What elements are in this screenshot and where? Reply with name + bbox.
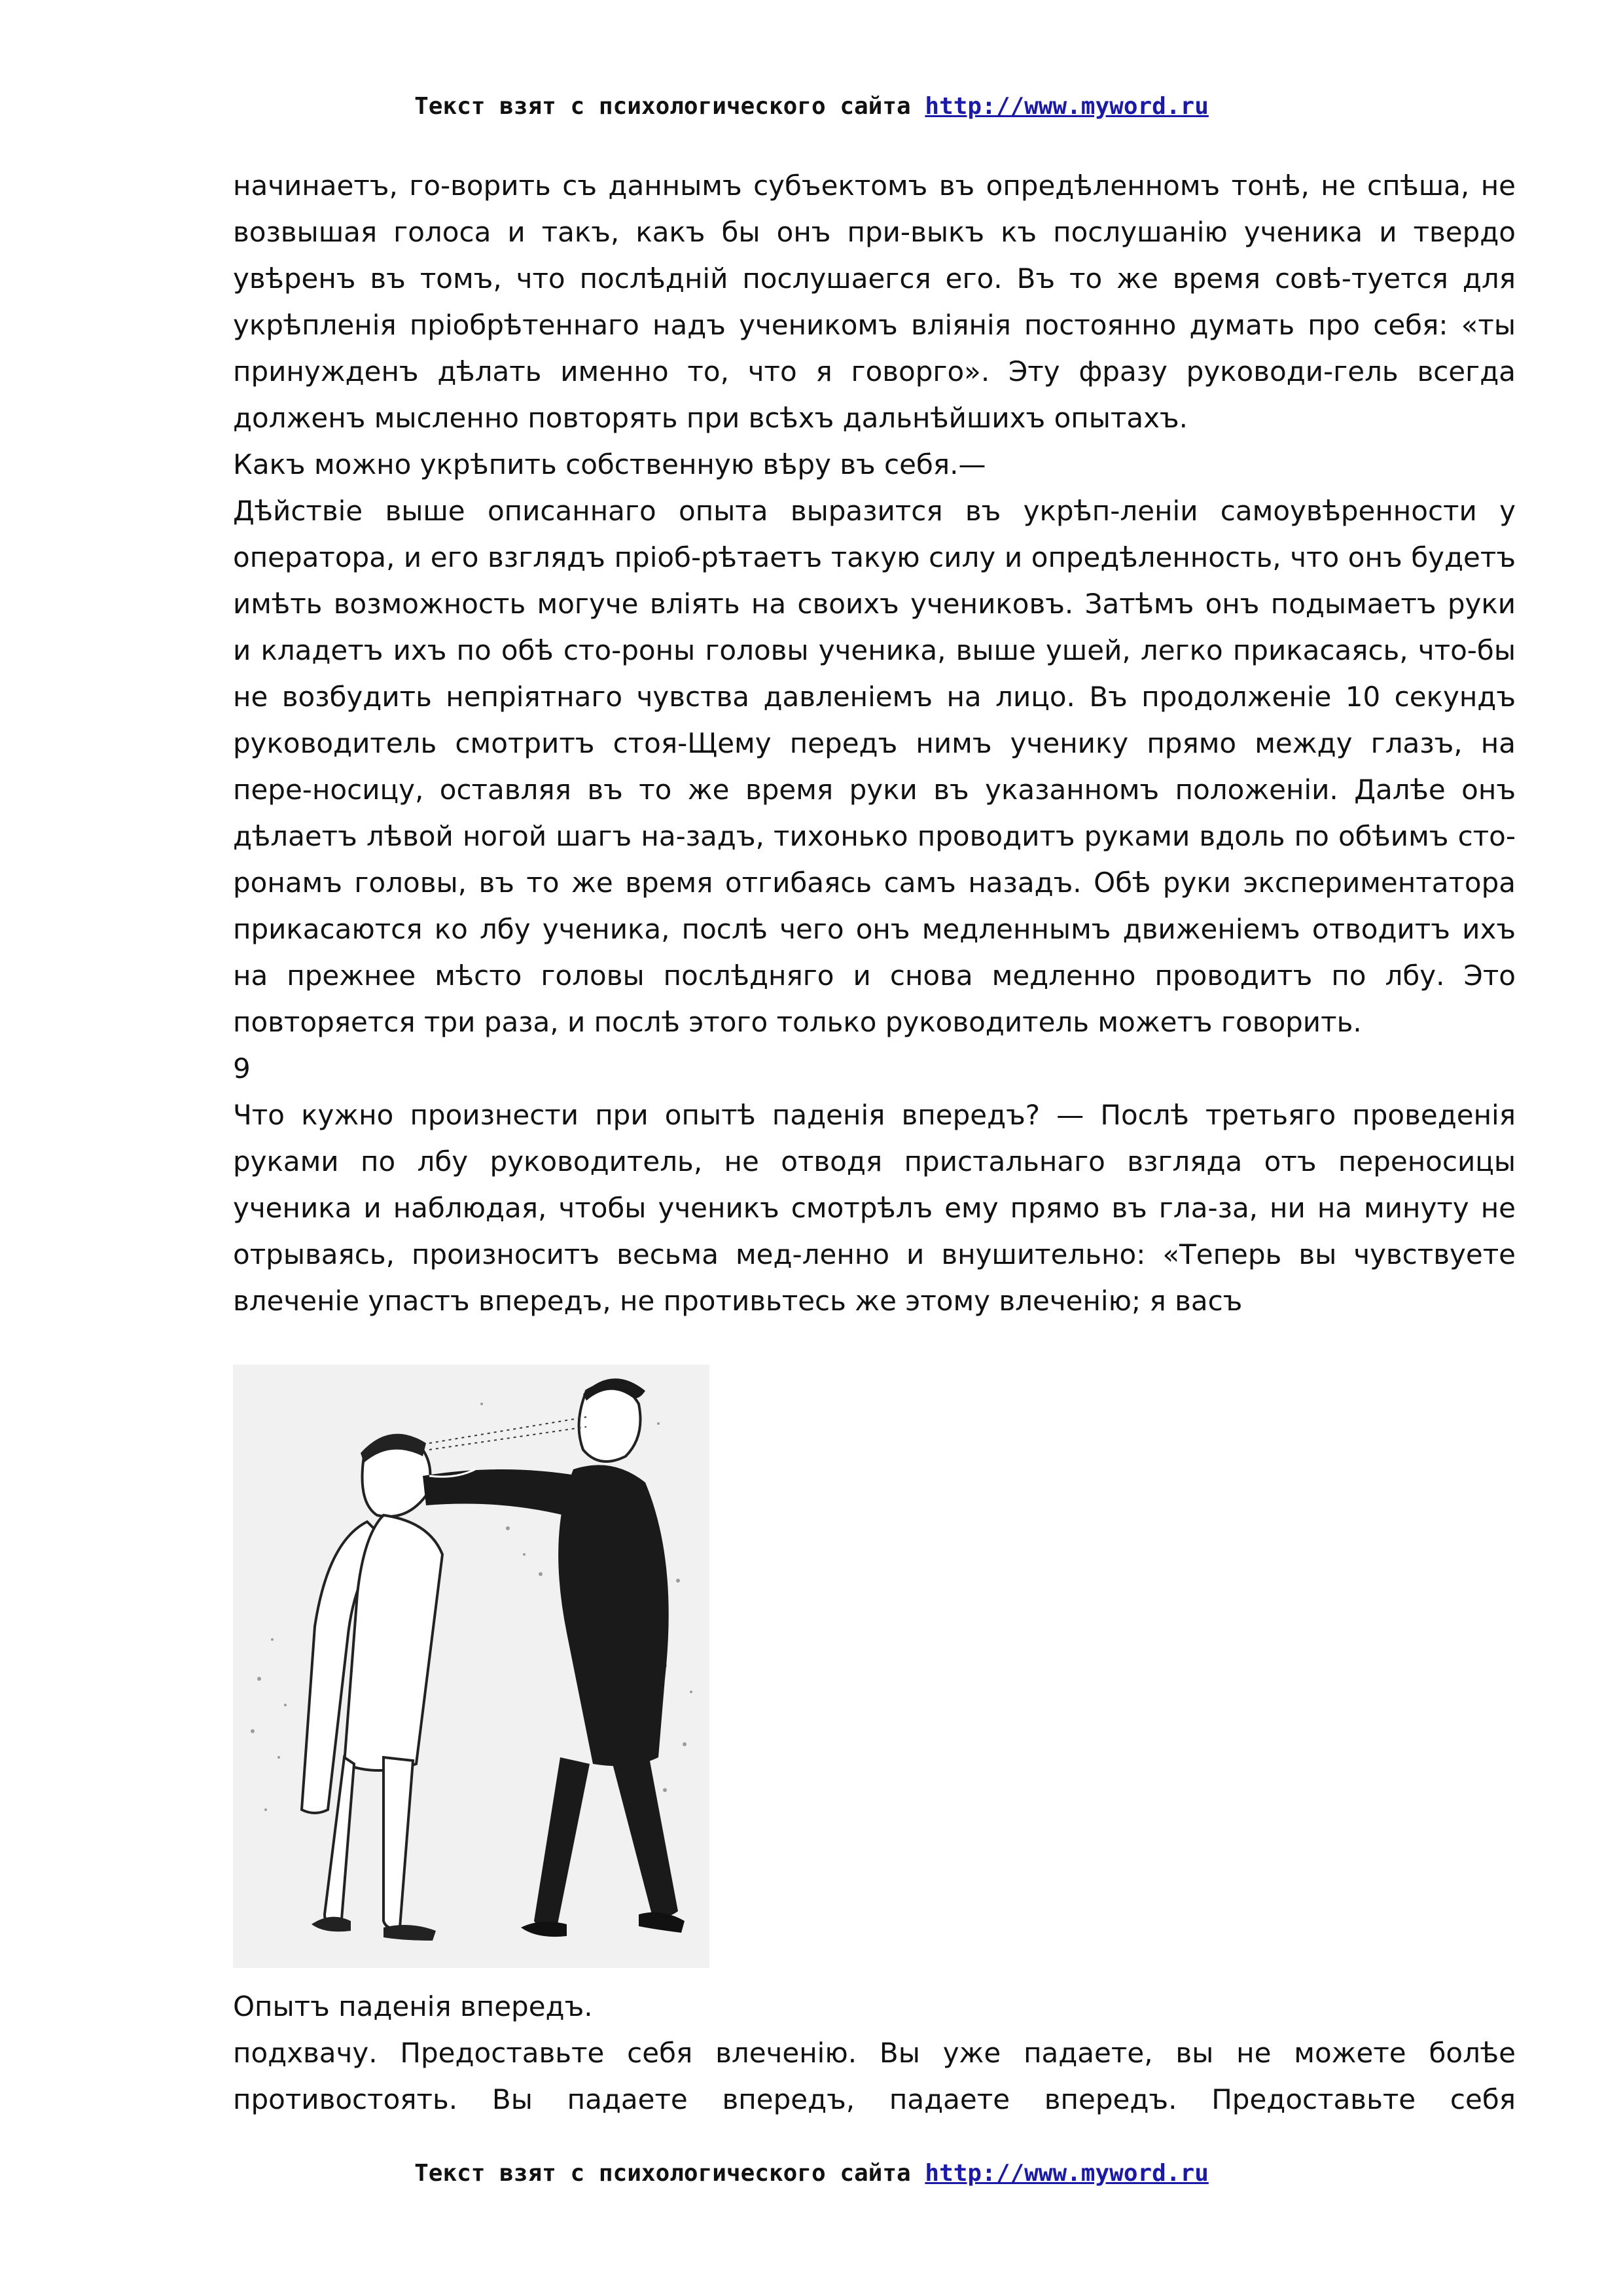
- footer-link[interactable]: http://www.myword.ru: [925, 2160, 1209, 2187]
- header-text: Текст взят с психологического сайта: [414, 93, 911, 120]
- header-link[interactable]: http://www.myword.ru: [925, 93, 1209, 120]
- right-figure: [423, 1378, 685, 1937]
- page-number: 9: [233, 1052, 251, 1085]
- main-text: [233, 162, 1516, 1324]
- figure-caption: Опытъ паденія впередъ.: [233, 1990, 593, 2022]
- paragraph-1: начинаетъ, го-ворить съ даннымъ субъектомъ въ опредѣленномъ тонѣ, не спѣша, не возвышая голоса и такъ, какъ бы онъ при-выкъ къ послушанію ученика и твердо увѣренъ въ томъ, что послѣдній послушаегся его. Въ то же время совѣ-туется для укрѣпленія пріобрѣтеннаго надъ ученикомъ вліянія постоянно думать про себя: «ты принужденъ дѣлать именно то, что я говорго». Эту фразу руководи-гель всегда долженъ мысленно повторять при всѣхъ дальнѣйшихъ опытахъ.: [233, 170, 1516, 434]
- page-header: [0, 93, 1623, 120]
- paragraph-3: Что кужно произнести при опытѣ паденія впередъ? — Послѣ третьяго проведенія руками по лбу руководитель, не отводя пристальнаго взгляда отъ переносицы ученика и наблюдая, чтобы ученикъ смотрѣлъ ему прямо въ гла-за, ни на минуту не отрываясь, произноситъ весьма мед-ленно и внушительно: «Теперь вы чувствуете влеченіе упастъ впередъ, не противьтесь же этому влеченію; я васъ: [233, 1099, 1516, 1317]
- two-men-illustration: [233, 1365, 709, 1968]
- paragraph-2: Дѣйствіе выше описаннаго опыта выразится въ укрѣп-леніи самоувѣренности у оператора, и его взглядъ пріоб-рѣтаетъ такую силу и опредѣленность, что онъ будетъ имѣть возможность могуче влiять на своихъ учениковъ. Затѣмъ онъ подымаетъ руки и кладетъ ихъ по обѣ сто-роны головы ученика, выше ушей, легко прикасаясь, что-бы не возбудить непріятнаго чувства давленіемъ на лицо. Въ продолженіе 10 секундъ руководитель смотритъ стоя-Щему передъ нимъ ученику прямо между глазъ, на пере-носицу, оставляя въ то же время руки въ указанномъ положеніи. Далѣе онъ дѣлаетъ лѣвой ногой шагъ на-задъ, тихонько проводитъ руками вдоль по обѣимъ сто-ронамъ головы, въ то же время отгибаясь самъ назадъ. Обѣ руки экспериментатора прикасаются ко лбу ученика, послѣ чего онъ медленнымъ движеніемъ отводитъ ихъ на прежнее мѣсто головы послѣдняго и снова медленно проводитъ по лбу. Это повторяется три раза, и послѣ этого только руководитель можетъ говорить.: [233, 495, 1516, 1038]
- paragraph-4: подхвачу. Предоставьте себя влеченію. Вы уже падаете, вы не можете болѣе противостоять. Вы падаете впередъ, падаете впередъ. Предоставьте себя: [233, 2037, 1516, 2115]
- gaze-lines: [429, 1417, 586, 1450]
- footer-text: Текст взят с психологического сайта: [414, 2160, 911, 2187]
- illustration: [233, 1365, 709, 1968]
- left-figure: [302, 1434, 442, 1941]
- page-footer: [0, 2160, 1623, 2187]
- continuation-text: [233, 2030, 1516, 2123]
- section-heading: Какъ можно укрѣпить собственную вѣру въ себя.—: [233, 448, 986, 480]
